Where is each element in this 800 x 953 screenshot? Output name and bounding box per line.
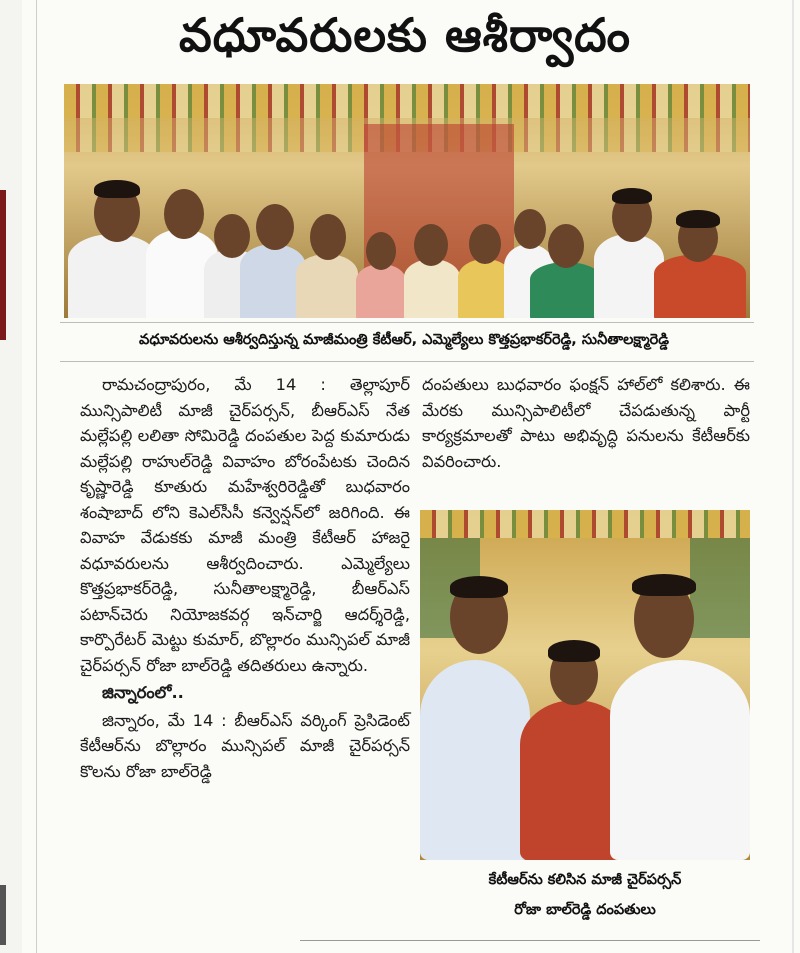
top-photo-caption: వధూవరులను ఆశీర్వదిస్తున్న మాజీమంత్రి కేటీఆర్, ఎమ్మెల్యేలు కొత్తప్రభాకర్‌రెడ్డి, సునీతాలక్ష్మారెడ్డి	[139, 332, 669, 348]
adjacent-page-edge	[0, 0, 22, 953]
adjacent-page-image-fragment	[0, 885, 6, 945]
article-end-rule	[300, 940, 760, 941]
headline: వధూవరులకు ఆశీర్వాదం	[179, 8, 631, 62]
ktr-meeting-photo	[420, 510, 750, 860]
article-subheading: జిన్నారంలో..	[102, 683, 184, 702]
column-divider-left	[36, 0, 37, 953]
wedding-group-photo	[64, 84, 750, 318]
page-edge-right	[792, 0, 794, 953]
article-paragraph-2: జిన్నారం, మే 14 : బీఆర్‌ఎస్ వర్కింగ్ ప్రెసిడెంట్ కేటీఆర్‌ను బొల్లారం మున్సిపల్ మాజీ చైర్‌పర్సన్ కొలను రోజా బాల్‌రెడ్డి	[80, 710, 410, 781]
article-column-2	[422, 372, 750, 474]
article-paragraph-3: దంపతులు బుధవారం ఫంక్షన్ హాల్‌లో కలిశారు. ఈ మేరకు మున్సిపాలిటీలో చేపడుతున్న పార్టీ కార్యక్రమాలతో పాటు అభివృద్ధి పనులను కేటీఆర్‌కు వివరించారు.	[422, 375, 750, 471]
bottom-photo-caption	[420, 865, 750, 927]
article-paragraph-1: రామచంద్రాపురం, మే 14 : తెల్లాపూర్ మున్సిపాలిటీ మాజీ చైర్‌పర్సన్, బీఆర్‌ఎస్ నేత మల్లేపల్లి లలితా సోమిరెడ్డి దంపతుల పెద్ద కుమారుడు మల్లేపల్లి రాహుల్‌రెడ్డి వివాహం బోరంపేటకు చెందిన కృష్ణారెడ్డి కూతురు మహేశ్వరిరెడ్డితో బుధవారం శంషాబాద్ లోని కెఎల్‌సీసీ కన్వెన్షన్‌లో జరిగింది. ఈ వివాహ వేడుకకు మాజీ మంత్రి కేటీఆర్ హాజరై వధూవరులను ఆశీర్వదించారు. ఎమ్మెల్యేలు కొత్తప్రభాకర్‌రెడ్డి, సునీతాలక్ష్మారెడ్డి, బీఆర్‌ఎస్ పటాన్‌చెరు నియోజకవర్గ ఇన్‌చార్జి ఆదర్శ్‌రెడ్డి, కార్పొరేటర్ మెట్టు కుమార్, బొల్లారం మున్సిపల్ మాజీ చైర్‌పర్సన్ రోజా బాల్‌రెడ్డి తదితరులు ఉన్నారు.	[80, 375, 410, 675]
bottom-caption-line-1: కేటీఆర్‌ను కలిసిన మాజీ చైర్‌పర్సన్	[488, 872, 682, 888]
bottom-caption-line-2: రోజా బాల్‌రెడ్డి దంపతులు	[514, 902, 656, 918]
adjacent-page-image-fragment	[0, 190, 6, 340]
article-column-1	[80, 372, 410, 784]
caption-rule-top	[60, 322, 754, 323]
caption-rule-bottom	[60, 361, 754, 362]
